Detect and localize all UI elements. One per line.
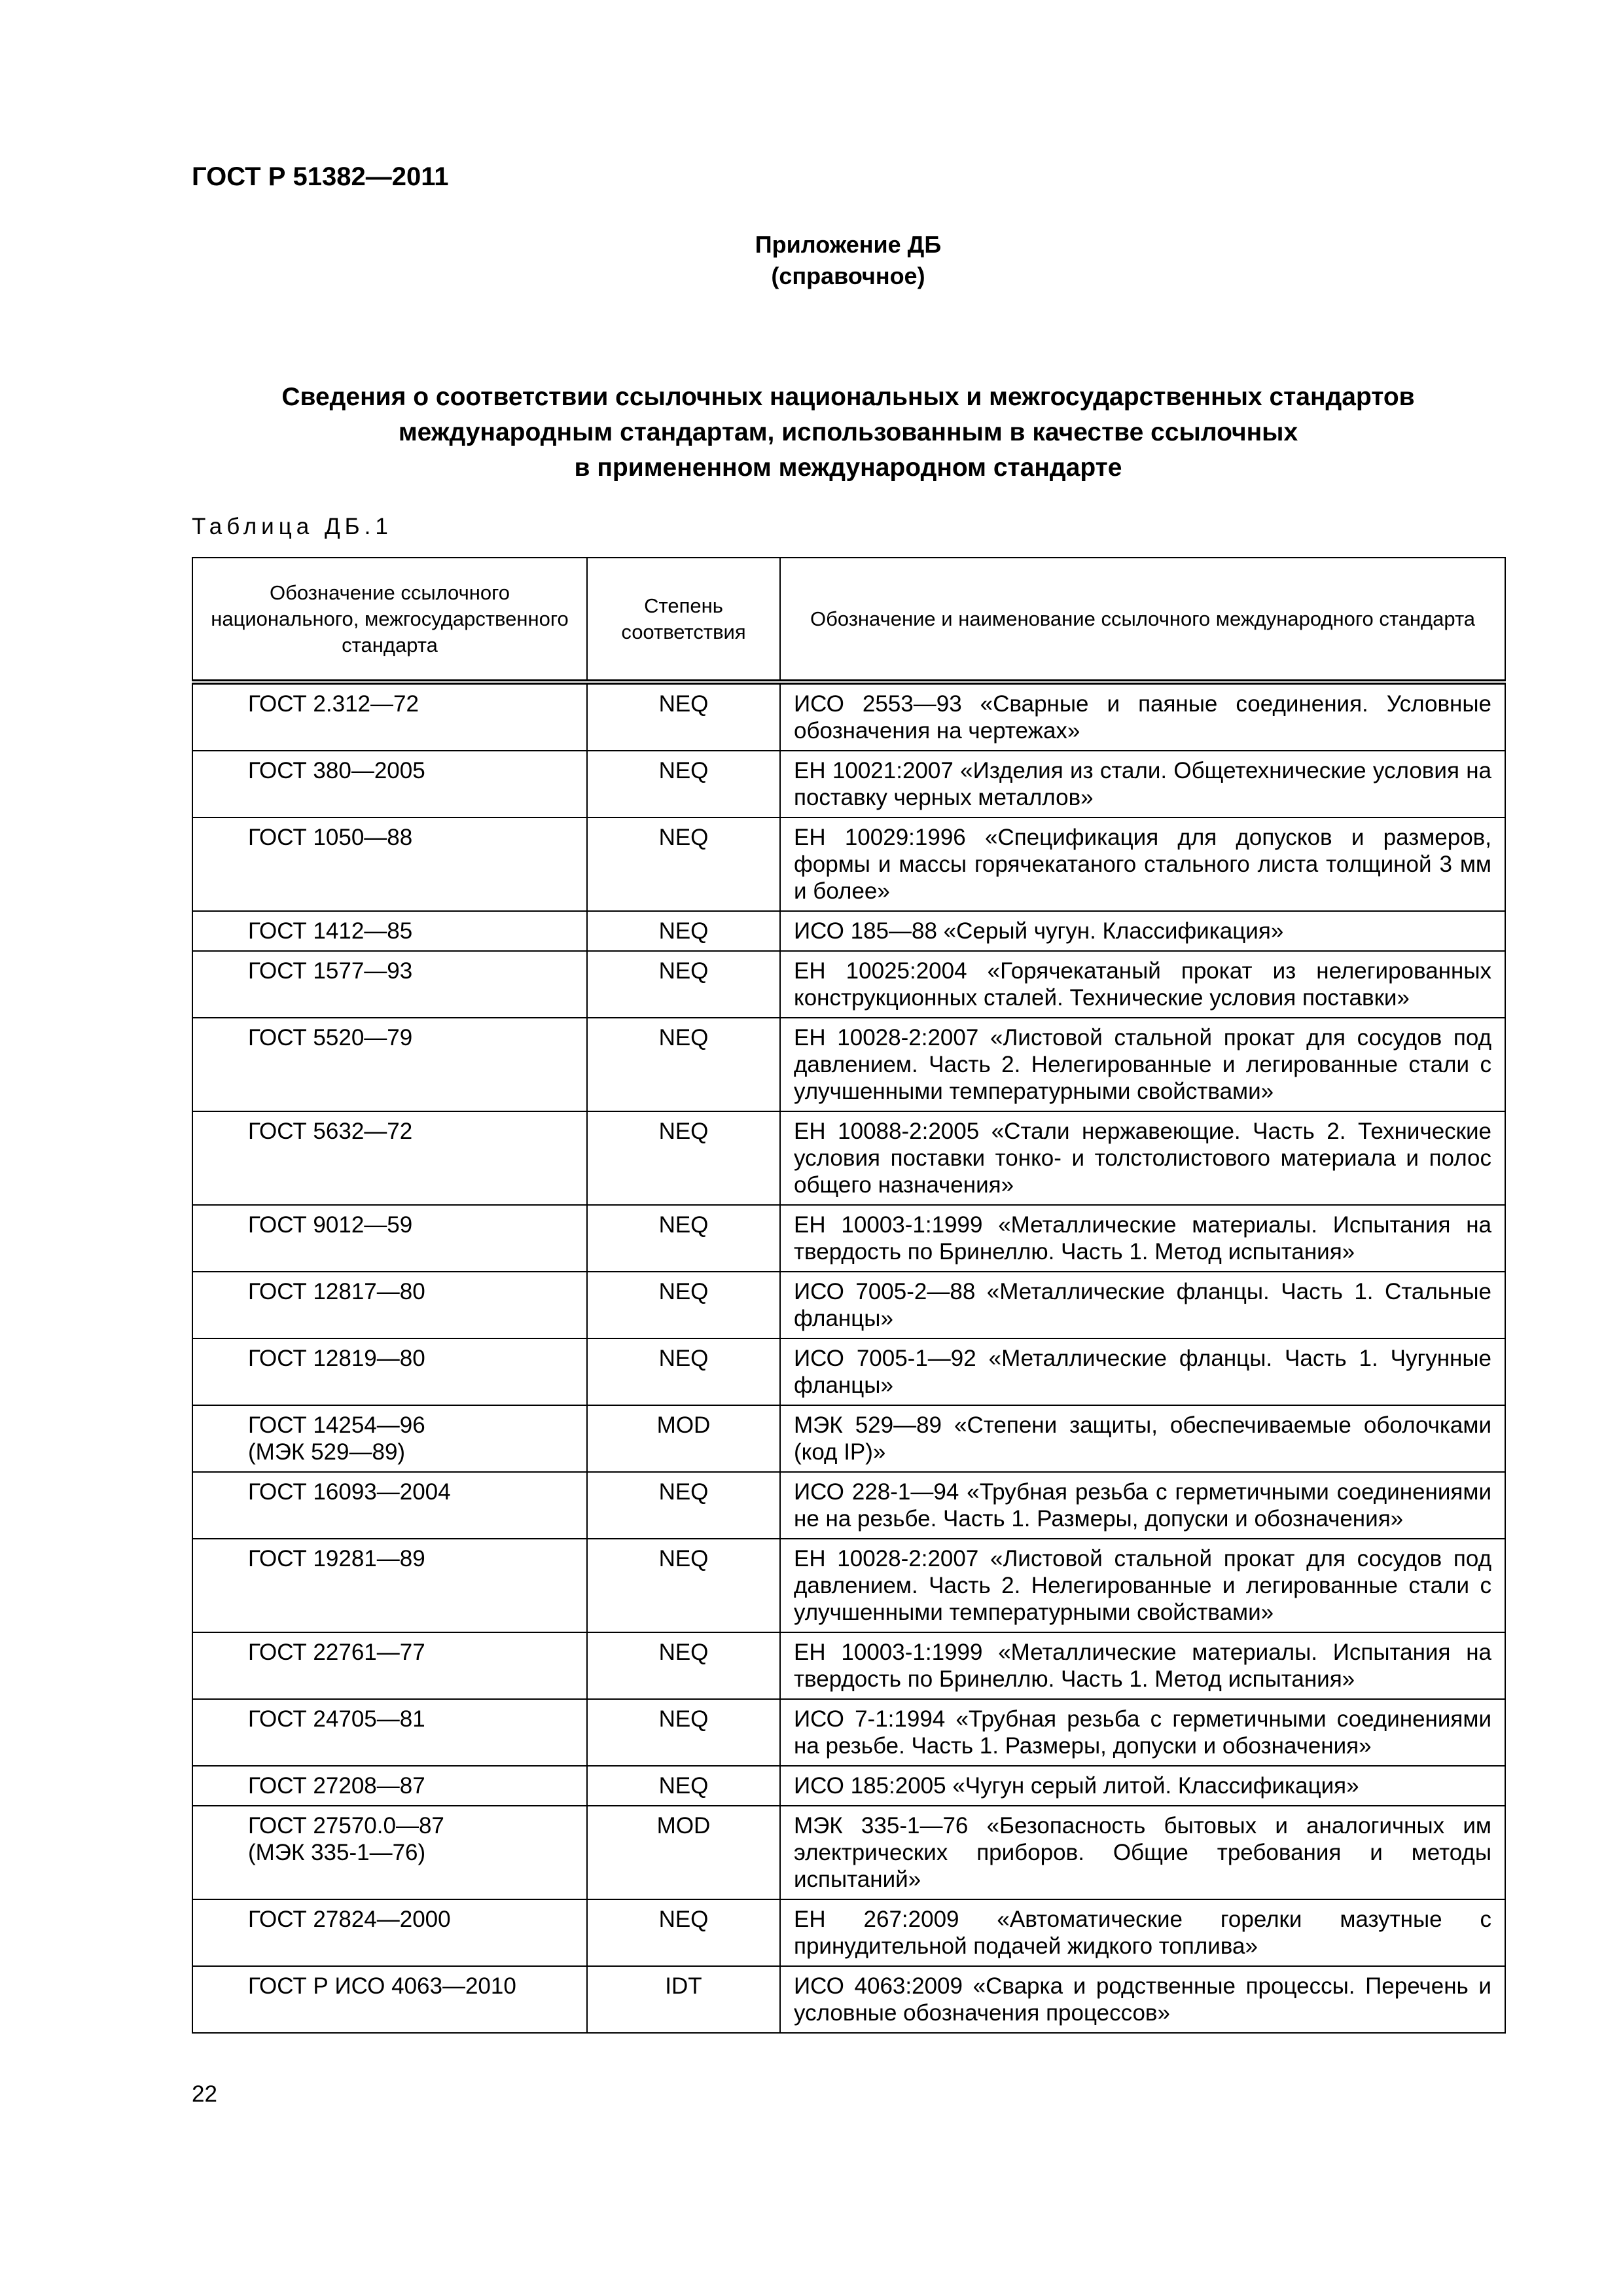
national-standard-cell [192,1018,587,1111]
national-standard-cell [192,1272,587,1338]
national-standard: ГОСТ 5632—72 [248,1119,413,1144]
degree-cell: NEQ [587,1111,780,1205]
table-header-row [192,558,1505,682]
international-standard-cell: МЭК 529—89 «Степени защиты, обеспечиваемые оболочками (код IP)» [780,1405,1505,1472]
national-standard: ГОСТ 27208—87 [248,1773,425,1799]
national-standard-cell [192,1539,587,1632]
degree-cell: NEQ [587,682,780,751]
degree-cell: NEQ [587,1272,780,1338]
degree-cell: NEQ [587,1539,780,1632]
column-header-international: Обозначение и наименование ссылочного международного стандарта [780,558,1505,682]
section-heading [192,380,1505,486]
degree-cell: MOD [587,1405,780,1472]
table-row [192,1966,1505,2033]
international-standard-cell: ИСО 185—88 «Серый чугун. Классификация» [780,911,1505,951]
degree-cell: NEQ [587,951,780,1018]
national-standard: ГОСТ 1050—88 [248,825,413,850]
table-row [192,1539,1505,1632]
table-row [192,1405,1505,1472]
national-standard: ГОСТ 1577—93 [248,958,413,984]
table-row [192,1111,1505,1205]
national-standard-cell [192,1632,587,1699]
annex-title: Приложение ДБ [755,231,942,258]
international-standard-cell: ЕН 10021:2007 «Изделия из стали. Общетехнические условия на поставку черных металлов» [780,751,1505,817]
national-standard-cell [192,1338,587,1405]
international-standard-cell: ЕН 10028-2:2007 «Листовой стальной прокат для сосудов под давлением. Часть 2. Нелегированные и легированные стали с улучшенными температурными свойствами» [780,1018,1505,1111]
page-number: 22 [192,2081,217,2107]
national-standard-cell [192,1472,587,1539]
national-standard-cell [192,1966,587,2033]
degree-cell: NEQ [587,1205,780,1272]
national-standard-cell [192,751,587,817]
degree-cell: NEQ [587,1018,780,1111]
table-row [192,1338,1505,1405]
international-standard-cell: ИСО 7-1:1994 «Трубная резьба с герметичными соединениями на резьбе. Часть 1. Размеры, допуски и обозначения» [780,1699,1505,1766]
national-standard: ГОСТ 19281—89 [248,1546,425,1571]
national-standard: ГОСТ 14254—96 [248,1412,425,1438]
table-row [192,751,1505,817]
table-row [192,1699,1505,1766]
national-standard-cell [192,682,587,751]
table-row [192,1472,1505,1539]
annex-subtitle: (справочное) [771,262,925,289]
degree-cell: IDT [587,1966,780,2033]
degree-cell: NEQ [587,1472,780,1539]
table-row [192,1018,1505,1111]
table-row [192,1806,1505,1899]
table-row [192,682,1505,751]
national-standard-cell [192,1806,587,1899]
national-standard-cell [192,1766,587,1806]
degree-cell: MOD [587,1806,780,1899]
international-standard-cell: ЕН 10003-1:1999 «Металлические материалы. Испытания на твердость по Бринеллю. Часть 1. Метод испытания» [780,1632,1505,1699]
national-standard-cell [192,1205,587,1272]
national-standard: ГОСТ 27824—2000 [248,1907,451,1932]
heading-line: в примененном международном стандарте [574,454,1122,482]
table-label: Таблица ДБ.1 [192,514,393,539]
standards-table [192,557,1505,2034]
international-standard-cell: ИСО 4063:2009 «Сварка и родственные процессы. Перечень и условные обозначения процессов» [780,1966,1505,2033]
national-standard: ГОСТ 380—2005 [248,758,425,783]
international-standard-cell: ЕН 267:2009 «Автоматические горелки мазутные с принудительной подачей жидкого топлива» [780,1899,1505,1966]
international-standard-cell: ЕН 10088-2:2005 «Стали нержавеющие. Часть 2. Технические условия поставки тонко- и толстолистового материала и полос общего назначения» [780,1111,1505,1205]
national-standard: ГОСТ 24705—81 [248,1706,425,1732]
national-standard-cell [192,1405,587,1472]
degree-cell: NEQ [587,1338,780,1405]
national-standard: ГОСТ 12817—80 [248,1279,425,1304]
national-standard-cell [192,817,587,911]
table-row [192,1766,1505,1806]
annex-header [192,229,1505,292]
international-standard-cell: МЭК 335-1—76 «Безопасность бытовых и аналогичных им электрических приборов. Общие требования и методы испытаний» [780,1806,1505,1899]
international-standard-cell: ИСО 7005-1—92 «Металлические фланцы. Часть 1. Чугунные фланцы» [780,1338,1505,1405]
document-code: ГОСТ Р 51382—2011 [192,162,449,191]
table-row [192,1272,1505,1338]
degree-cell: NEQ [587,751,780,817]
degree-cell: NEQ [587,1766,780,1806]
table-row [192,817,1505,911]
national-standard-note: (МЭК 335-1—76) [248,1840,426,1865]
international-standard-cell: ЕН 10003-1:1999 «Металлические материалы. Испытания на твердость по Бринеллю. Часть 1. Метод испытания» [780,1205,1505,1272]
degree-cell: NEQ [587,1699,780,1766]
column-header-national: Обозначение ссылочного национального, межгосударственного стандарта [192,558,587,682]
degree-cell: NEQ [587,1632,780,1699]
national-standard: ГОСТ 27570.0—87 [248,1813,444,1839]
heading-line: Сведения о соответствии ссылочных национальных и межгосударственных стандартов [281,383,1415,411]
heading-line: международным стандартам, использованным в качестве ссылочных [398,418,1298,446]
national-standard: ГОСТ 16093—2004 [248,1479,451,1505]
table-row [192,1632,1505,1699]
national-standard: ГОСТ 2.312—72 [248,691,419,717]
international-standard-cell: ЕН 10025:2004 «Горячекатаный прокат из нелегированных конструкционных сталей. Технические условия поставки» [780,951,1505,1018]
international-standard-cell: ИСО 7005-2—88 «Металлические фланцы. Часть 1. Стальные фланцы» [780,1272,1505,1338]
table-row [192,1899,1505,1966]
national-standard: ГОСТ Р ИСО 4063—2010 [248,1973,516,1999]
national-standard: ГОСТ 5520—79 [248,1025,413,1050]
table-row [192,951,1505,1018]
international-standard-cell: ЕН 10028-2:2007 «Листовой стальной прокат для сосудов под давлением. Часть 2. Нелегированные и легированные стали с улучшенными температурными свойствами» [780,1539,1505,1632]
national-standard-cell [192,911,587,951]
national-standard: ГОСТ 12819—80 [248,1346,425,1371]
table-row [192,911,1505,951]
national-standard: ГОСТ 22761—77 [248,1640,425,1665]
national-standard: ГОСТ 1412—85 [248,918,413,944]
national-standard-cell [192,951,587,1018]
degree-cell: NEQ [587,911,780,951]
international-standard-cell: ЕН 10029:1996 «Спецификация для допусков и размеров, формы и массы горячекатаного стального листа толщиной 3 мм и более» [780,817,1505,911]
column-header-degree: Степень соответствия [587,558,780,682]
international-standard-cell: ИСО 185:2005 «Чугун серый литой. Классификация» [780,1766,1505,1806]
national-standard: ГОСТ 9012—59 [248,1212,413,1238]
international-standard-cell: ИСО 2553—93 «Сварные и паяные соединения. Условные обозначения на чертежах» [780,682,1505,751]
national-standard-cell [192,1899,587,1966]
degree-cell: NEQ [587,817,780,911]
table-row [192,1205,1505,1272]
national-standard-cell [192,1699,587,1766]
national-standard-note: (МЭК 529—89) [248,1439,406,1465]
international-standard-cell: ИСО 228-1—94 «Трубная резьба с герметичными соединениями не на резьбе. Часть 1. Размеры, допуски и обозначения» [780,1472,1505,1539]
degree-cell: NEQ [587,1899,780,1966]
national-standard-cell [192,1111,587,1205]
